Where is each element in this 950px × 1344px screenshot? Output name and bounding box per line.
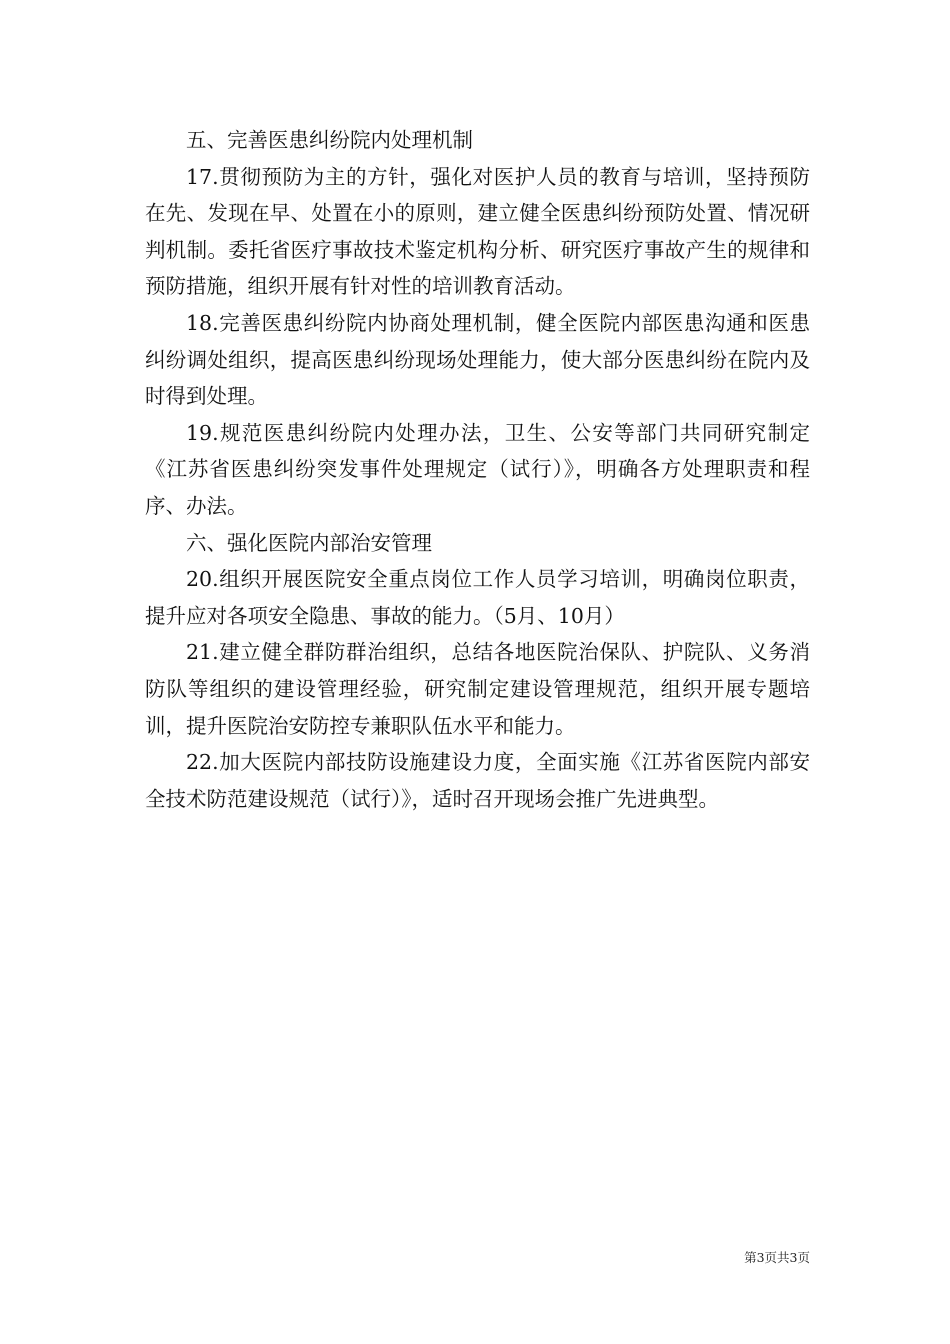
section-heading-5: 五、完善医患纠纷院内处理机制 [186,128,473,152]
paragraph-item-21: 21.建立健全群防群治组织，总结各地医院治保队、护院队、义务消防队等组织的建设管理经验，研究制定建设管理规范，组织开展专题培训，提升医院治安防控专兼职队伍水平和能力。 [145,640,810,738]
paragraph-item-19: 19.规范医患纠纷院内处理办法，卫生、公安等部门共同研究制定《江苏省医患纠纷突发事件处理规定（试行）》，明确各方处理职责和程序、办法。 [145,420,810,518]
paragraph-item-22: 22.加大医院内部技防设施建设力度，全面实施《江苏省医院内部安全技术防范建设规范（试行）》，适时召开现场会推广先进典型。 [145,750,810,811]
paragraph-item-17: 17.贯彻预防为主的方针，强化对医护人员的教育与培训，坚持预防在先、发现在早、处置在小的原则，建立健全医患纠纷预防处置、情况研判机制。委托省医疗事故技术鉴定机构分析、研究医疗事故产生的规律和预防措施，组织开展有针对性的培训教育活动。 [145,164,810,299]
document-body [145,122,810,817]
paragraph-item-20: 20.组织开展医院安全重点岗位工作人员学习培训，明确岗位职责，提升应对各项安全隐患、事故的能力。（5月、10月） [145,567,810,628]
section-heading-6: 六、强化医院内部治安管理 [186,530,432,555]
page-number-footer: 第3页共3页 [744,1250,810,1265]
paragraph-item-18: 18.完善医患纠纷院内协商处理机制，健全医院内部医患沟通和医患纠纷调处组织，提高医患纠纷现场处理能力，使大部分医患纠纷在院内及时得到处理。 [145,310,810,409]
